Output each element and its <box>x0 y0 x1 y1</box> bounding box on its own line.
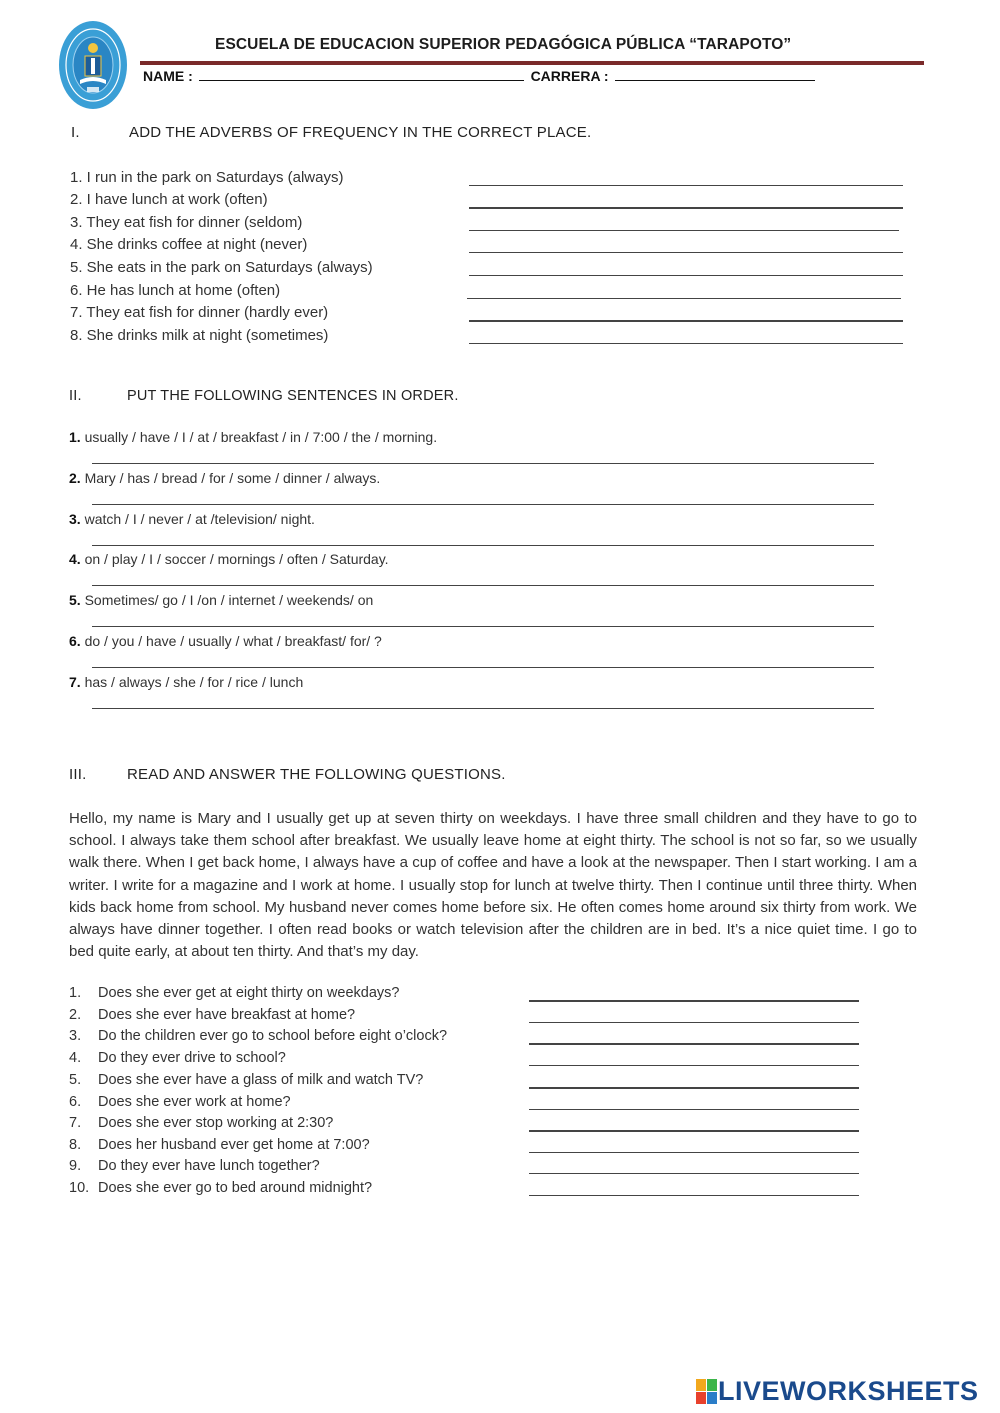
school-seal-logo <box>58 20 128 110</box>
order-item <box>69 674 303 690</box>
question-number: 1. <box>69 985 82 1001</box>
question-text: Does she ever have breakfast at home? <box>98 1007 356 1023</box>
section-3-heading <box>69 766 506 783</box>
name-label: NAME : <box>143 68 193 84</box>
question-text: Does she ever work at home? <box>98 1094 291 1110</box>
question-number: 5. <box>69 1072 82 1088</box>
order-item-text: Sometimes/ go / I /on / internet / weekends/ on <box>80 592 374 608</box>
order-item <box>69 429 437 445</box>
order-item-text: has / always / she / for / rice / lunch <box>80 674 304 690</box>
liveworksheets-wordmark: LIVEWORKSHEETS <box>718 1376 979 1406</box>
career-label: CARRERA : <box>530 68 609 84</box>
adverb-item: 7. They eat fish for dinner (hardly ever) <box>70 304 329 321</box>
adverb-item: 2. I have lunch at work (often) <box>70 191 268 208</box>
header-divider <box>140 61 924 65</box>
liveworksheets-mark-icon <box>696 1379 718 1405</box>
answer-line[interactable] <box>92 504 874 505</box>
order-item-number: 7. <box>69 674 81 690</box>
question-text: Do the children ever go to school before eight o’clock? <box>98 1028 448 1044</box>
reading-passage: Hello, my name is Mary and I usually get up at seven thirty on weekdays. I have three small children and they have to go to school. I always take them school after breakfast. We usually leave home at eight thirty. The school is not so far, so we usually walk there. When I get back home, I always have a cup of coffee and have a look at the newspaper. Then I start working. I am a writer. I write for a magazine and I work at home. I usually stop for lunch at twelve thirty. Then I continue until three thirty. When kids back home from school. My husband never comes home before six. He often comes home around six thirty from work. We always have dinner together. I often read books or watch television after the children are in bed. It’s a nice quiet time. I go to bed quite early, at about ten thirty. And that’s my day. <box>69 810 917 961</box>
section-1-title: ADD THE ADVERBS OF FREQUENCY IN THE CORRECT PLACE. <box>129 124 592 141</box>
adverb-item: 8. She drinks milk at night (sometimes) <box>70 327 329 344</box>
adverb-item: 4. She drinks coffee at night (never) <box>70 236 308 253</box>
question-text: Does she ever get at eight thirty on weekdays? <box>98 985 400 1001</box>
section-1-heading <box>71 124 591 141</box>
order-item-text: Mary / has / bread / for / some / dinner / always. <box>80 470 381 486</box>
order-item-number: 5. <box>69 592 81 608</box>
order-item-number: 4. <box>69 551 81 567</box>
section-3-title: READ AND ANSWER THE FOLLOWING QUESTIONS. <box>127 766 506 783</box>
order-item-text: do / you / have / usually / what / breakfast/ for/ ? <box>80 633 382 649</box>
question-number: 6. <box>69 1094 82 1110</box>
order-item <box>69 551 389 567</box>
question-item <box>69 1115 333 1131</box>
adverb-item: 5. She eats in the park on Saturdays (always) <box>70 259 373 276</box>
question-item <box>69 1007 355 1023</box>
question-text: Does her husband ever get home at 7:00? <box>98 1137 370 1153</box>
answer-line[interactable] <box>92 626 874 627</box>
answer-line[interactable] <box>529 1022 859 1023</box>
section-2-heading <box>69 388 459 404</box>
answer-line[interactable] <box>469 320 903 322</box>
section-1-number: I. <box>71 124 80 141</box>
answer-line[interactable] <box>469 252 903 253</box>
answer-line[interactable] <box>467 298 901 299</box>
question-number: 8. <box>69 1137 82 1153</box>
question-text: Do they ever have lunch together? <box>98 1158 320 1174</box>
question-item <box>69 1072 423 1088</box>
question-number: 2. <box>69 1007 82 1023</box>
question-item <box>69 1050 286 1066</box>
order-item <box>69 470 380 486</box>
question-number: 3. <box>69 1028 82 1044</box>
question-text: Do they ever drive to school? <box>98 1050 286 1066</box>
order-item-text: on / play / I / soccer / mornings / often / Saturday. <box>80 551 389 567</box>
student-info-row <box>143 67 815 84</box>
question-item <box>69 985 399 1001</box>
order-item-text: watch / I / never / at /television/ night. <box>80 511 315 527</box>
order-item <box>69 511 315 527</box>
answer-line[interactable] <box>529 1087 859 1089</box>
answer-line[interactable] <box>529 1065 859 1066</box>
question-item <box>69 1094 291 1110</box>
order-item-number: 2. <box>69 470 81 486</box>
answer-line[interactable] <box>529 1000 859 1002</box>
school-title: ESCUELA DE EDUCACION SUPERIOR PEDAGÓGICA PÚBLICA “TARAPOTO” <box>215 36 792 53</box>
answer-line[interactable] <box>529 1152 859 1153</box>
question-number: 7. <box>69 1115 82 1131</box>
adverb-item: 1. I run in the park on Saturdays (always) <box>70 169 344 186</box>
answer-line[interactable] <box>92 585 874 586</box>
order-item-number: 3. <box>69 511 81 527</box>
question-number: 10. <box>69 1180 90 1196</box>
answer-line[interactable] <box>469 207 903 209</box>
answer-line[interactable] <box>529 1109 859 1110</box>
answer-line[interactable] <box>529 1173 859 1174</box>
name-field[interactable] <box>199 67 524 81</box>
career-field[interactable] <box>615 67 815 81</box>
liveworksheets-logo <box>696 1376 979 1406</box>
section-2-number: II. <box>69 388 82 404</box>
answer-line[interactable] <box>92 545 874 546</box>
answer-line[interactable] <box>469 230 899 231</box>
order-item-number: 6. <box>69 633 81 649</box>
question-item <box>69 1028 447 1044</box>
question-number: 4. <box>69 1050 82 1066</box>
answer-line[interactable] <box>92 667 874 668</box>
question-number: 9. <box>69 1158 82 1174</box>
section-3-number: III. <box>69 766 87 783</box>
answer-line[interactable] <box>92 708 874 709</box>
question-item <box>69 1137 370 1153</box>
order-item-number: 1. <box>69 429 81 445</box>
question-text: Does she ever stop working at 2:30? <box>98 1115 334 1131</box>
answer-line[interactable] <box>469 185 903 186</box>
answer-line[interactable] <box>529 1130 859 1132</box>
answer-line[interactable] <box>529 1195 859 1196</box>
answer-line[interactable] <box>469 343 903 344</box>
answer-line[interactable] <box>92 463 874 464</box>
order-item <box>69 592 373 608</box>
order-item-text: usually / have / I / at / breakfast / in / 7:00 / the / morning. <box>80 429 438 445</box>
question-item <box>69 1180 372 1196</box>
section-2-title: PUT THE FOLLOWING SENTENCES IN ORDER. <box>127 388 459 404</box>
adverb-item: 3. They eat fish for dinner (seldom) <box>70 214 303 231</box>
answer-line[interactable] <box>529 1043 859 1045</box>
adverb-item: 6. He has lunch at home (often) <box>70 282 281 299</box>
question-text: Does she ever go to bed around midnight? <box>98 1180 373 1196</box>
question-item <box>69 1158 320 1174</box>
order-item <box>69 633 382 649</box>
answer-line[interactable] <box>469 275 903 276</box>
question-text: Does she ever have a glass of milk and watch TV? <box>98 1072 424 1088</box>
